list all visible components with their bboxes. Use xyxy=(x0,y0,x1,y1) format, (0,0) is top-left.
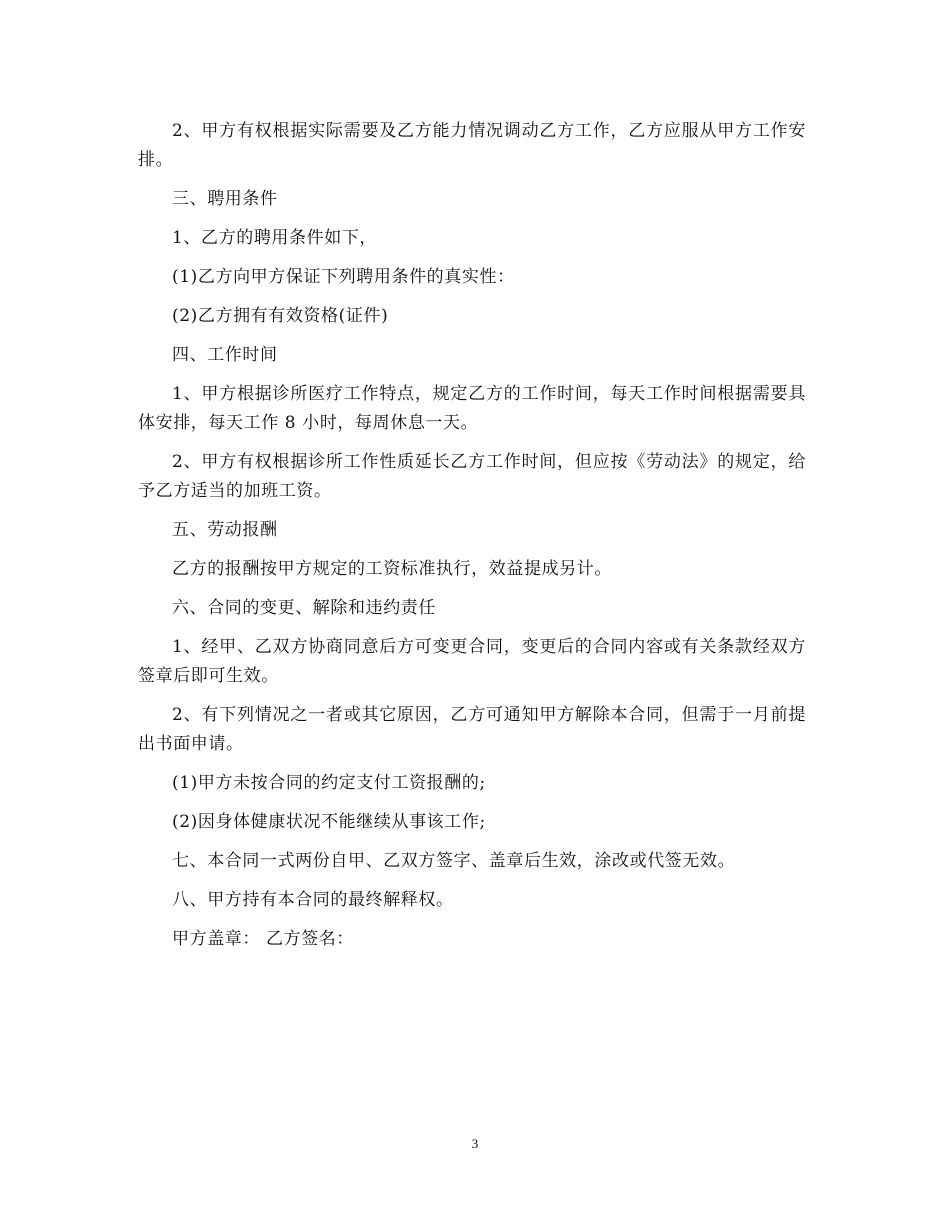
paragraph-change-clause-1: 1、经甲、乙双方协商同意后方可变更合同，变更后的合同内容或有关条款经双方签章后即可生效。 xyxy=(138,637,806,686)
paragraph-remuneration: 乙方的报酬按甲方规定的工资标准执行，效益提成另计。 xyxy=(172,559,612,579)
paragraph-change-clause-2: 2、有下列情况之一者或其它原因，乙方可通知甲方解除本合同，但需于一月前提出书面申请。 xyxy=(138,705,806,754)
document-body xyxy=(138,117,806,964)
signature-line: 甲方盖章： 乙方签名： xyxy=(172,929,355,949)
paragraph-working-hours-2: 2、甲方有权根据诊所工作性质延长乙方工作时间，但应按《劳动法》的规定，给予乙方适当的加班工资。 xyxy=(138,452,806,501)
paragraph-termination-reason-2: (2)因身体健康状况不能继续从事该工作; xyxy=(172,812,486,832)
paragraph-conditions-intro: 1、乙方的聘用条件如下， xyxy=(172,228,378,248)
heading-remuneration: 五、劳动报酬 xyxy=(172,520,278,540)
paragraph-working-hours-1: 1、甲方根据诊所医疗工作特点，规定乙方的工作时间，每天工作时间根据需要具体安排，每天工作 8 小时，每周休息一天。 xyxy=(138,384,806,433)
heading-working-hours: 四、工作时间 xyxy=(172,345,278,365)
heading-employment-conditions: 三、聘用条件 xyxy=(172,189,278,209)
heading-contract-changes: 六、合同的变更、解除和违约责任 xyxy=(172,598,436,618)
page-number: 3 xyxy=(471,1136,479,1151)
paragraph-copies-clause: 七、本合同一式两份自甲、乙双方签字、盖章后生效，涂改或代签无效。 xyxy=(172,851,736,871)
paragraph-interpretation-clause: 八、甲方持有本合同的最终解释权。 xyxy=(172,890,454,910)
paragraph-condition-2: (2)乙方拥有有效资格(证件) xyxy=(172,306,389,326)
paragraph-transfer-clause: 2、甲方有权根据实际需要及乙方能力情况调动乙方工作，乙方应服从甲方工作安排。 xyxy=(138,121,806,170)
paragraph-termination-reason-1: (1)甲方未按合同的约定支付工资报酬的; xyxy=(172,773,486,793)
paragraph-condition-1: (1)乙方向甲方保证下列聘用条件的真实性： xyxy=(172,267,515,287)
